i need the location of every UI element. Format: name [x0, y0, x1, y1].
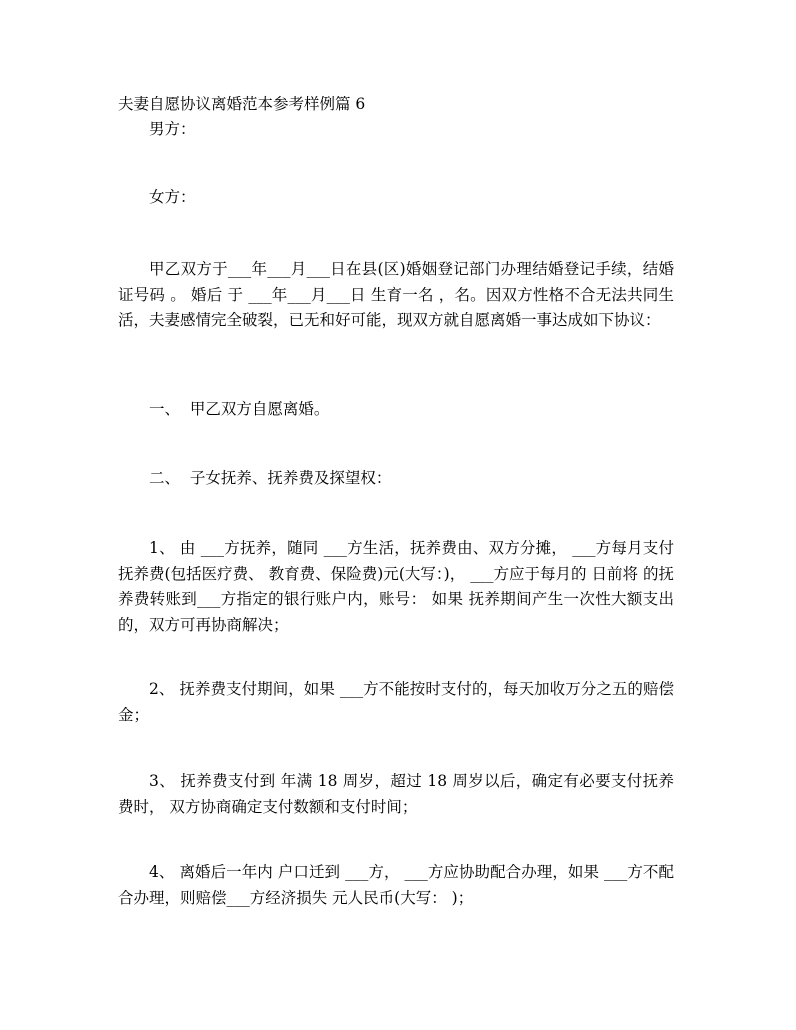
male-party-label: 男方： [149, 120, 196, 138]
item-one-paragraph: 1、 由 ___方抚养，随同 ___方生活，抚养费由、双方分摊， ___方每月支付抚养费(包括医疗费、 教育费、保险费)元(大写：)， ___方应于每月的 日前将 的抚养费转账到___方指定的银行账户内，账号： 如果 抚养期间产生一次性大额支出的，双方可再协商解决； [118, 539, 674, 634]
item-three-paragraph: 3、 抚养费支付到 年满 18 周岁，超过 18 周岁以后，确定有必要支付抚养费时， 双方协商确定支付数额和支付时间； [118, 772, 674, 816]
clause-two: 二、 子女抚养、抚养费及探望权： [149, 469, 392, 487]
intro-paragraph: 甲乙双方于___年___月___日在县(区)婚姻登记部门办理结婚登记手续，结婚证号码 。 婚后 于 ___年___月___日 生育一名 ，名。因双方性格不合无法共同生活，夫妻感情完全破裂，已无和好可能，现双方就自愿离婚一事达成如下协议： [118, 260, 674, 329]
female-party-label: 女方： [149, 188, 196, 206]
document-title: 夫妻自愿协议离婚范本参考样例篇 6 [118, 95, 366, 113]
clause-one: 一、 甲乙双方自愿离婚。 [149, 400, 330, 418]
item-four-paragraph: 4、 离婚后一年内 户口迁到 ___方， ___方应协助配合办理，如果 ___方不配合办理，则赔偿___方经济损失 元人民币(大写： )； [118, 863, 674, 907]
item-two-paragraph: 2、 抚养费支付期间，如果 ___方不能按时支付的，每天加收万分之五的赔偿金； [118, 680, 674, 724]
